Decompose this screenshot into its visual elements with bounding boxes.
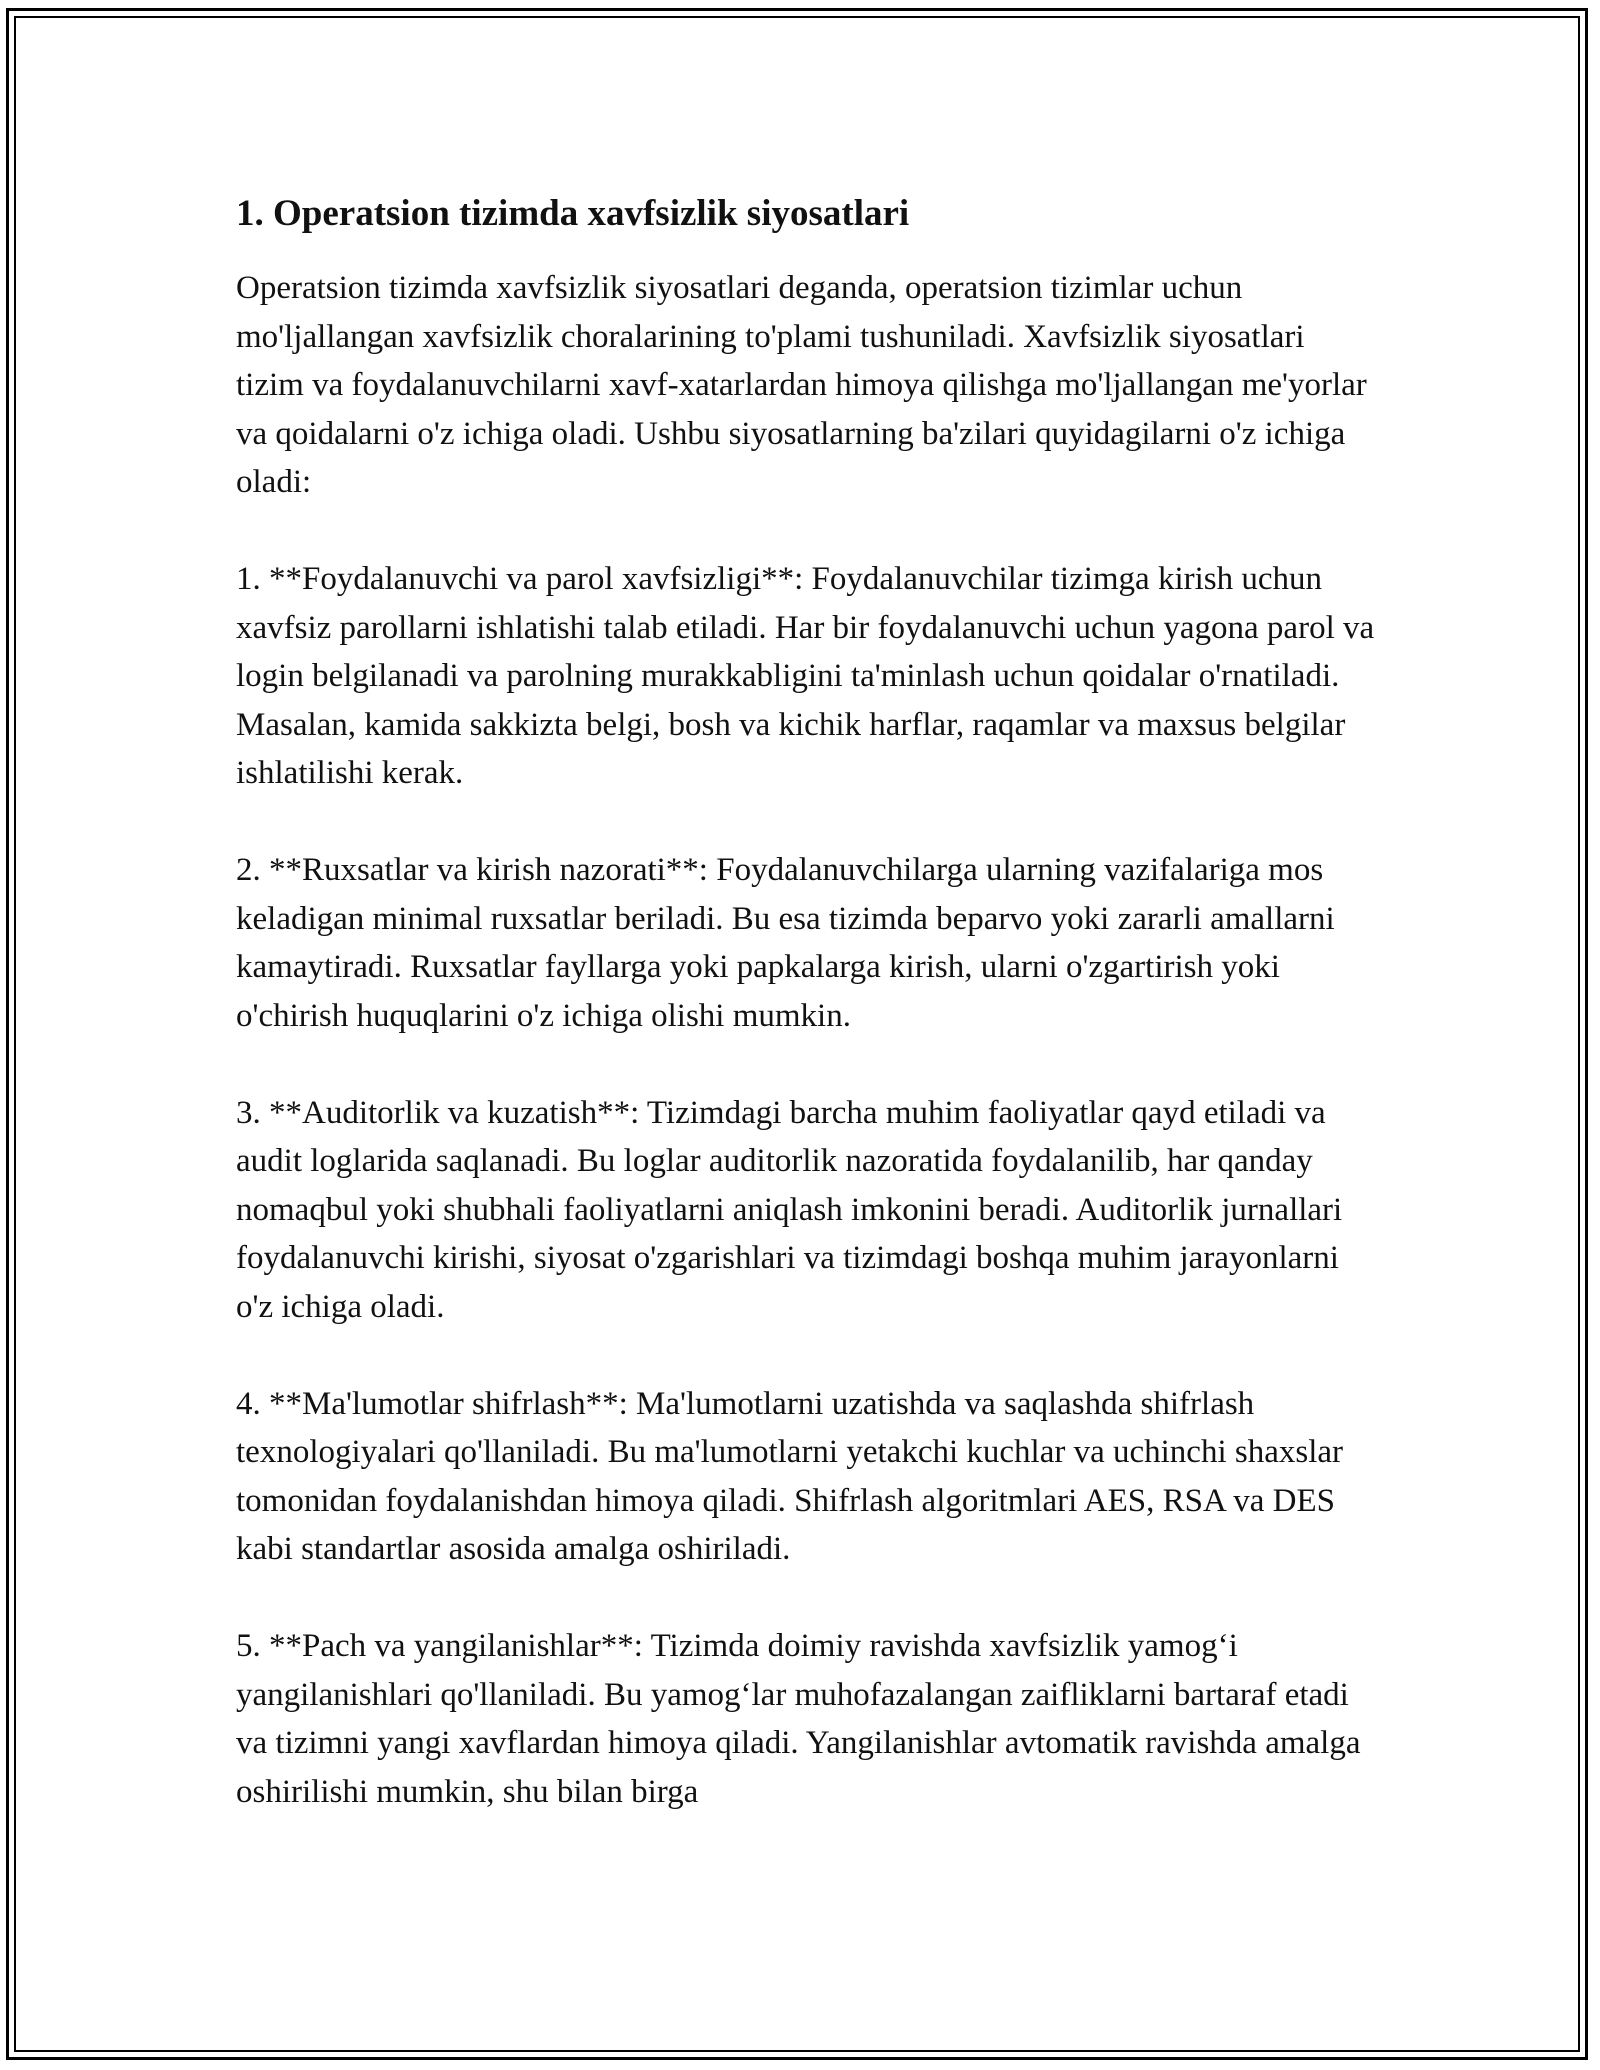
paragraph-access-control: 2. **Ruxsatlar va kirish nazorati**: Foydalanuvchilarga ularning vazifalariga mos keladigan minimal ruxsatlar beriladi. Bu esa tizimda beparvo yoki zararli amallarni kamaytiradi. Ruxsatlar fayllarga yoki papkalarga kirish, ularni o'zgartirish yoki o'chirish huquqlarini o'z ichiga olishi mumkin. (236, 852, 1335, 1034)
paragraph-password-security: 1. **Foydalanuvchi va parol xavfsizligi**: Foydalanuvchilar tizimga kirish uchun xavfsiz parollarni ishlatishi talab etiladi. Har bir foydalanuvchi uchun yagona parol va login belgilanadi va parolning murakkabligini ta'minlash uchun qoidalar o'rnatiladi. Masalan, kamida sakkizta belgi, bosh va kichik harflar, raqamlar va maxsus belgilar ishlatilishi kerak. (236, 561, 1375, 791)
paragraph-encryption: 4. **Ma'lumotlar shifrlash**: Ma'lumotlarni uzatishda va saqlashda shifrlash texnologiyalari qo'llaniladi. Bu ma'lumotlarni yetakchi kuchlar va uchinchi shaxslar tomonidan foydalanishdan himoya qiladi. Shifrlash algoritmlari AES, RSA va DES kabi standartlar asosida amalga oshiriladi. (236, 1385, 1343, 1567)
paragraph-auditing: 3. **Auditorlik va kuzatish**: Tizimdagi barcha muhim faoliyatlar qayd etiladi va audit loglarida saqlanadi. Bu loglar auditorlik nazoratida foydalanilib, har qanday nomaqbul yoki shubhali faoliyatlarni aniqlash imkonini beradi. Auditorlik jurnallari foydalanuvchi kirishi, siyosat o'zgarishlari va tizimdagi boshqa muhim jarayonlarni o'z ichiga oladi. (236, 1094, 1343, 1325)
paragraph-patches: 5. **Pach va yangilanishlar**: Tizimda doimiy ravishda xavfsizlik yamog‘i yangilanishlari qo'llaniladi. Bu yamog‘lar muhofazalangan zaifliklarni bartaraf etadi va tizimni yangi xavflardan himoya qiladi. Yangilanishlar avtomatik ravishda amalga oshirilishi mumkin, shu bilan birga (236, 1628, 1361, 1810)
document-body (236, 190, 1376, 1816)
intro-paragraph: Operatsion tizimda xavfsizlik siyosatlari deganda, operatsion tizimlar uchun mo'ljallangan xavfsizlik choralarining to'plami tushuniladi. Xavfsizlik siyosatlari tizim va foydalanuvchilarni xavf-xatarlardan himoya qilishga mo'ljallangan me'yorlar va qoidalarni o'z ichiga oladi. Ushbu siyosatlarning ba'zilari quyidagilarni o'z ichiga oladi: (236, 270, 1367, 500)
section-heading: 1. Operatsion tizimda xavfsizlik siyosatlari (236, 193, 910, 234)
